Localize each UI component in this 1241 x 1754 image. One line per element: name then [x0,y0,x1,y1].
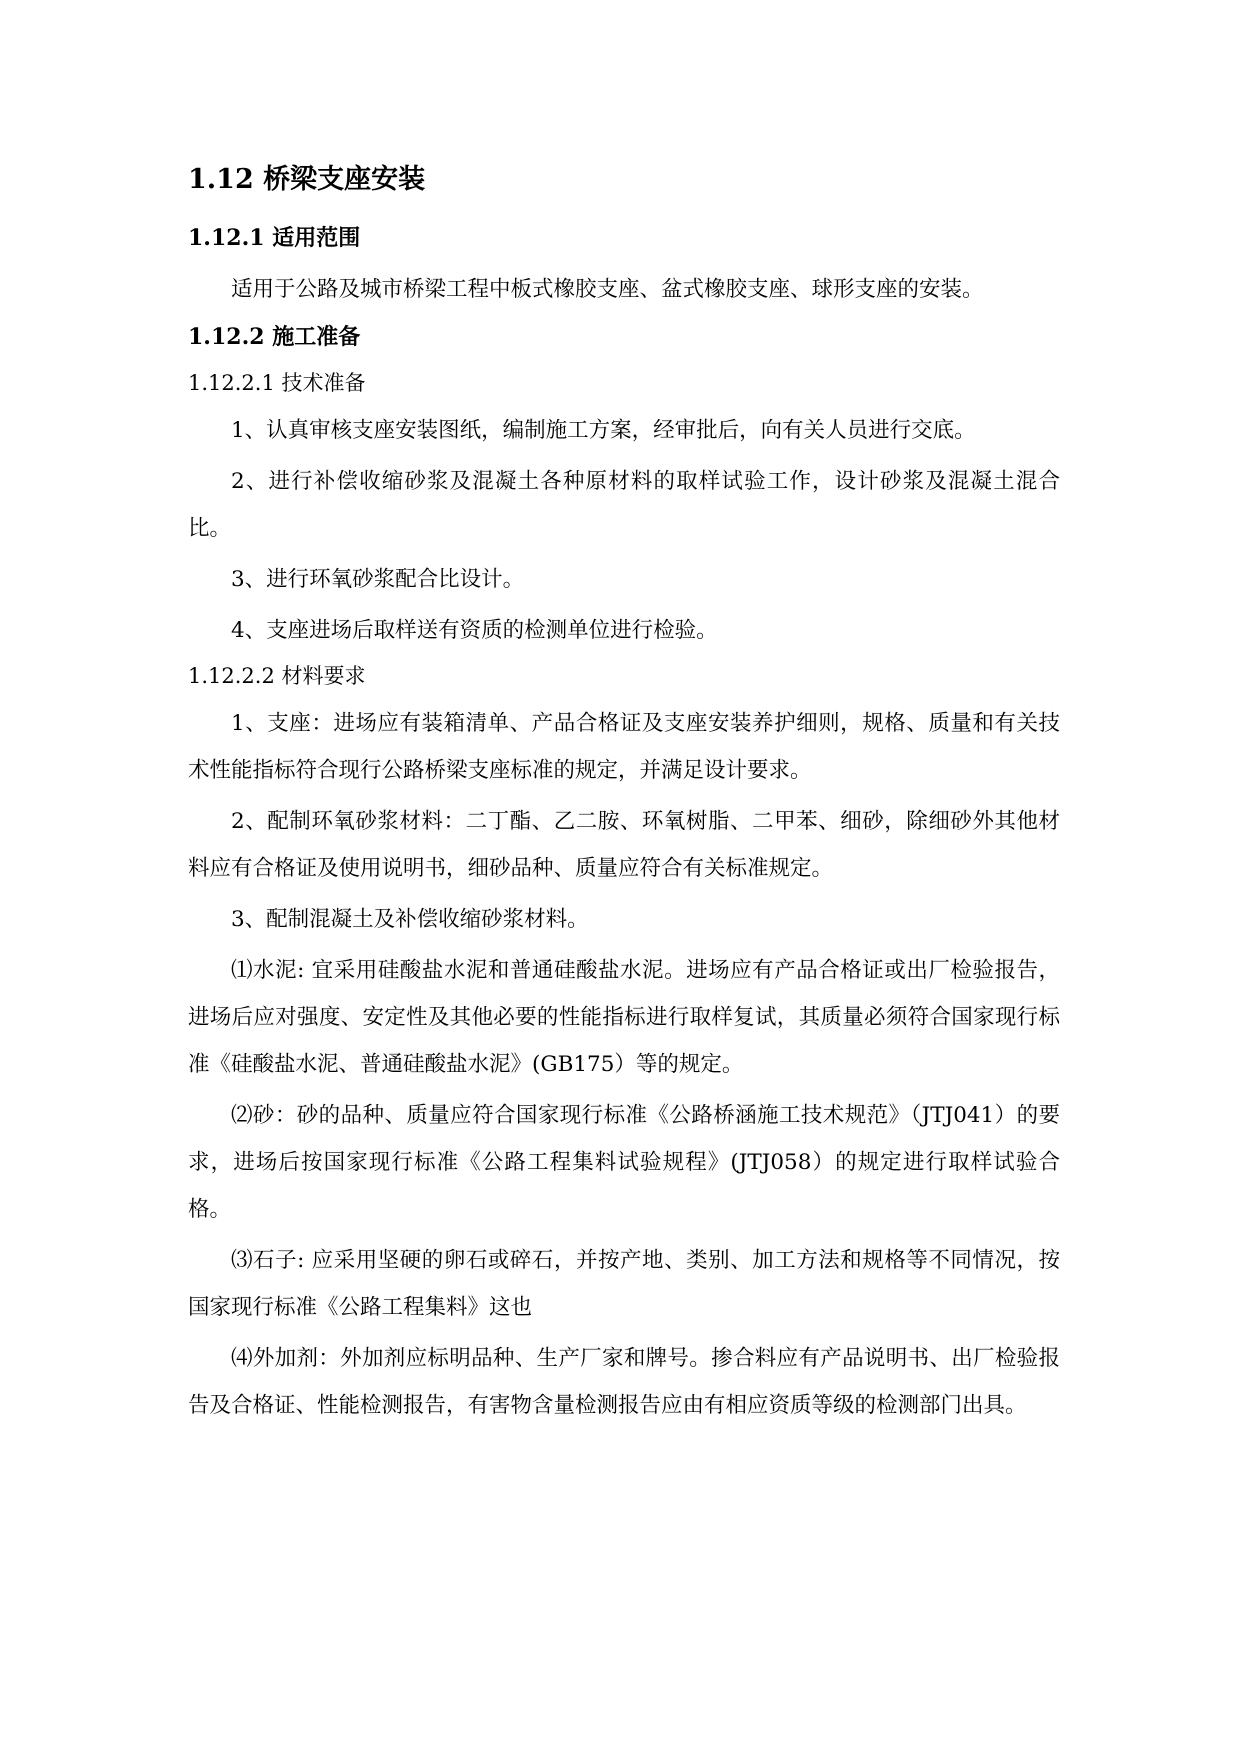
material-item: 2、配制环氧砂浆材料：二丁酯、乙二胺、环氧树脂、二甲苯、细砂，除细砂外其他材料应有合格证及使用说明书，细砂品种、质量应符合有关标准规定。 [188,809,1060,881]
material-item: 1、支座：进场应有装箱清单、产品合格证及支座安装养护细则，规格、质量和有关技术性能指标符合现行公路桥梁支座标准的规定，并满足设计要求。 [188,711,1060,783]
sub-subsection-title-materials: 1.12.2.2 材料要求 [188,664,366,688]
material-item: ⑴水泥: 宜采用硅酸盐水泥和普通硅酸盐水泥。进场应有产品合格证或出厂检验报告，进场后应对强度、安定性及其他必要的性能指标进行取样复试，其质量必须符合国家现行标准《硅酸盐水泥、普通硅酸盐水泥》(GB175）等的规定。 [188,958,1060,1077]
material-item: ⑵砂：砂的品种、质量应符合国家现行标准《公路桥涵施工技术规范》（JTJ041）的要求，进场后按国家现行标准《公路工程集料试验规程》(JTJ058）的规定进行取样试验合格。 [188,1103,1060,1222]
material-item: 3、配制混凝土及补偿收缩砂浆材料。 [231,907,589,932]
scope-paragraph: 适用于公路及城市桥梁工程中板式橡胶支座、盆式橡胶支座、球形支座的安装。 [231,277,984,302]
tech-item: 2、进行补偿收缩砂浆及混凝土各种原材料的取样试验工作，设计砂浆及混凝土混合比。 [188,469,1060,541]
section-heading: 1.12 桥梁支座安装 [188,164,426,195]
tech-item: 4、支座进场后取样送有资质的检测单位进行检验。 [231,618,718,643]
material-item: ⑷外加剂：外加剂应标明品种、生产厂家和牌号。掺合料应有产品说明书、出厂检验报告及合格证、性能检测报告，有害物含量检测报告应由有相应资质等级的检测部门出具。 [188,1346,1060,1418]
material-item: ⑶石子: 应采用坚硬的卵石或碎石，并按产地、类别、加工方法和规格等不同情况，按国家现行标准《公路工程集料》这也 [188,1248,1060,1320]
tech-item: 3、进行环氧砂浆配合比设计。 [231,567,525,592]
subsection-title-scope: 1.12.1 适用范围 [188,225,361,251]
tech-item: 1、认真审核支座安装图纸，编制施工方案，经审批后，向有关人员进行交底。 [231,418,976,443]
sub-subsection-title-tech: 1.12.2.1 技术准备 [188,371,366,395]
document-body [188,160,1060,1433]
subsection-title-prep: 1.12.2 施工准备 [188,324,361,350]
